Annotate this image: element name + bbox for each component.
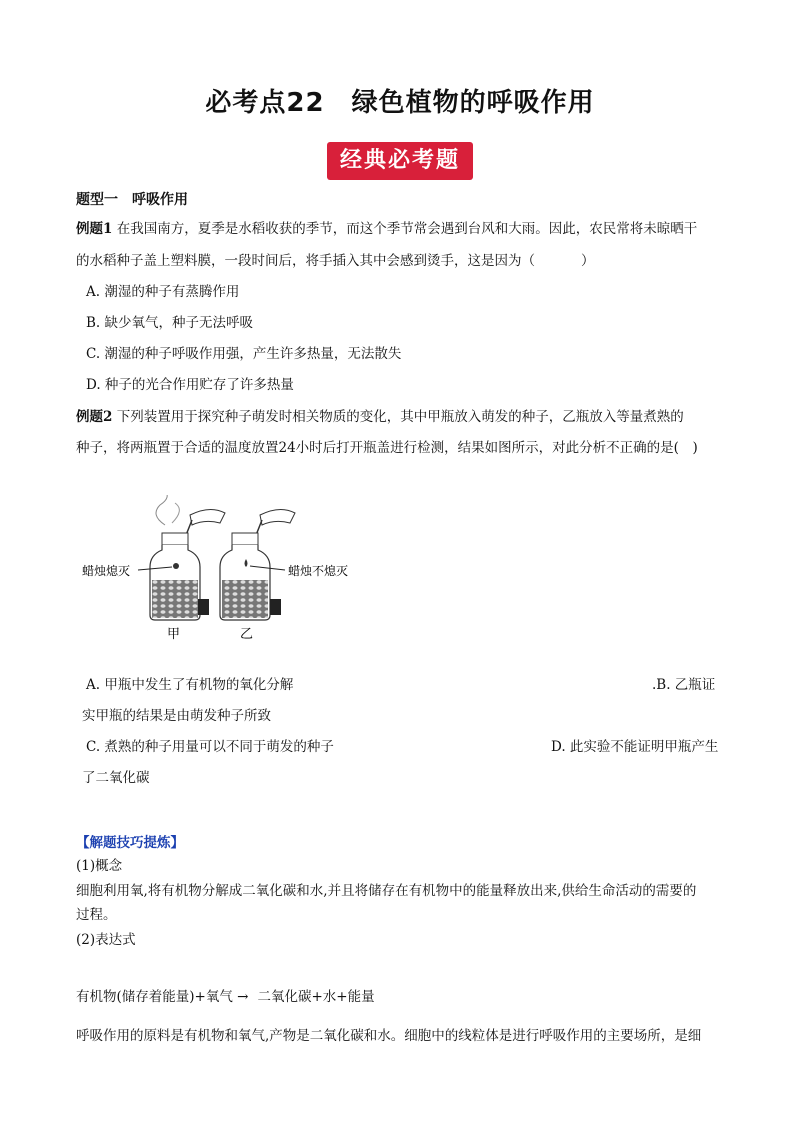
classic-badge: 经典必考题 — [327, 142, 473, 180]
example2-option-b: .B. 乙瓶证 — [652, 677, 716, 693]
tips-subheading-expression: (2)表达式 — [76, 932, 136, 948]
arrow-right-icon: → — [237, 989, 249, 1005]
example1-option-c: C. 潮湿的种子呼吸作用强，产生许多热量，无法散失 — [86, 346, 402, 362]
jar-left — [150, 495, 225, 620]
example1-option-d: D. 种子的光合作用贮存了许多热量 — [86, 377, 294, 393]
label-jar-jia: 甲 — [167, 627, 181, 642]
label-jar-yi: 乙 — [240, 627, 254, 642]
tips-concept-line1: 细胞利用氧,将有机物分解成二氧化碳和水,并且将储存在有机物中的能量释放出来,供给生命活动的需要的 — [76, 883, 697, 899]
jar-right — [220, 509, 295, 620]
tips-summary-line: 呼吸作用的原料是有机物和氧气,产物是二氧化碳和水。细胞中的线粒体是进行呼吸作用的主要场所，是细 — [76, 1028, 702, 1044]
example1-line1: 例题1 在我国南方，夏季是水稻收获的季节，而这个季节常会遇到台风和大雨。因此，农民常将未晾晒干 — [76, 221, 698, 237]
example2-line1: 例题2 下列装置用于探究种子萌发时相关物质的变化，其中甲瓶放入萌发的种子，乙瓶放入等量煮熟的 — [76, 409, 684, 425]
example1-line2: 的水稻种子盖上塑料膜，一段时间后，将手插入其中会感到烫手，这是因为（ ） — [76, 253, 595, 269]
example2-option-d: D. 此实验不能证明甲瓶产生 — [551, 739, 719, 755]
label-candle-burning: 蜡烛不熄灭 — [288, 564, 349, 578]
tips-heading: 【解题技巧提炼】 — [76, 835, 184, 851]
example1-option-a: A. 潮湿的种子有蒸腾作用 — [86, 284, 240, 300]
experiment-figure — [80, 495, 380, 645]
page-title: 必考点22 绿色植物的呼吸作用 — [205, 88, 595, 118]
tips-concept-line2: 过程。 — [76, 907, 117, 923]
example2-option-d-cont: 了二氧化碳 — [82, 770, 150, 786]
example2-option-b-cont: 实甲瓶的结果是由萌发种子所致 — [82, 708, 271, 724]
example2-option-c: C. 煮熟的种子用量可以不同于萌发的种子 — [86, 739, 334, 755]
example1-option-b: B. 缺少氧气，种子无法呼吸 — [86, 315, 254, 331]
tips-subheading-concept: (1)概念 — [76, 858, 123, 874]
example2-option-a: A. 甲瓶中发生了有机物的氧化分解 — [86, 677, 294, 693]
example2-label: 例题2 — [76, 409, 113, 425]
example2-line2: 种子，将两瓶置于合适的温度放置24小时后打开瓶盖进行检测，结果如图所示，对此分析不正确的是( ) — [76, 440, 698, 456]
label-candle-out: 蜡烛熄灭 — [82, 564, 131, 578]
example1-label: 例题1 — [76, 221, 113, 237]
section-heading: 题型一 呼吸作用 — [76, 192, 188, 208]
respiration-formula: 有机物(储存着能量)+氧气 → 二氧化碳+水+能量 — [76, 989, 375, 1005]
